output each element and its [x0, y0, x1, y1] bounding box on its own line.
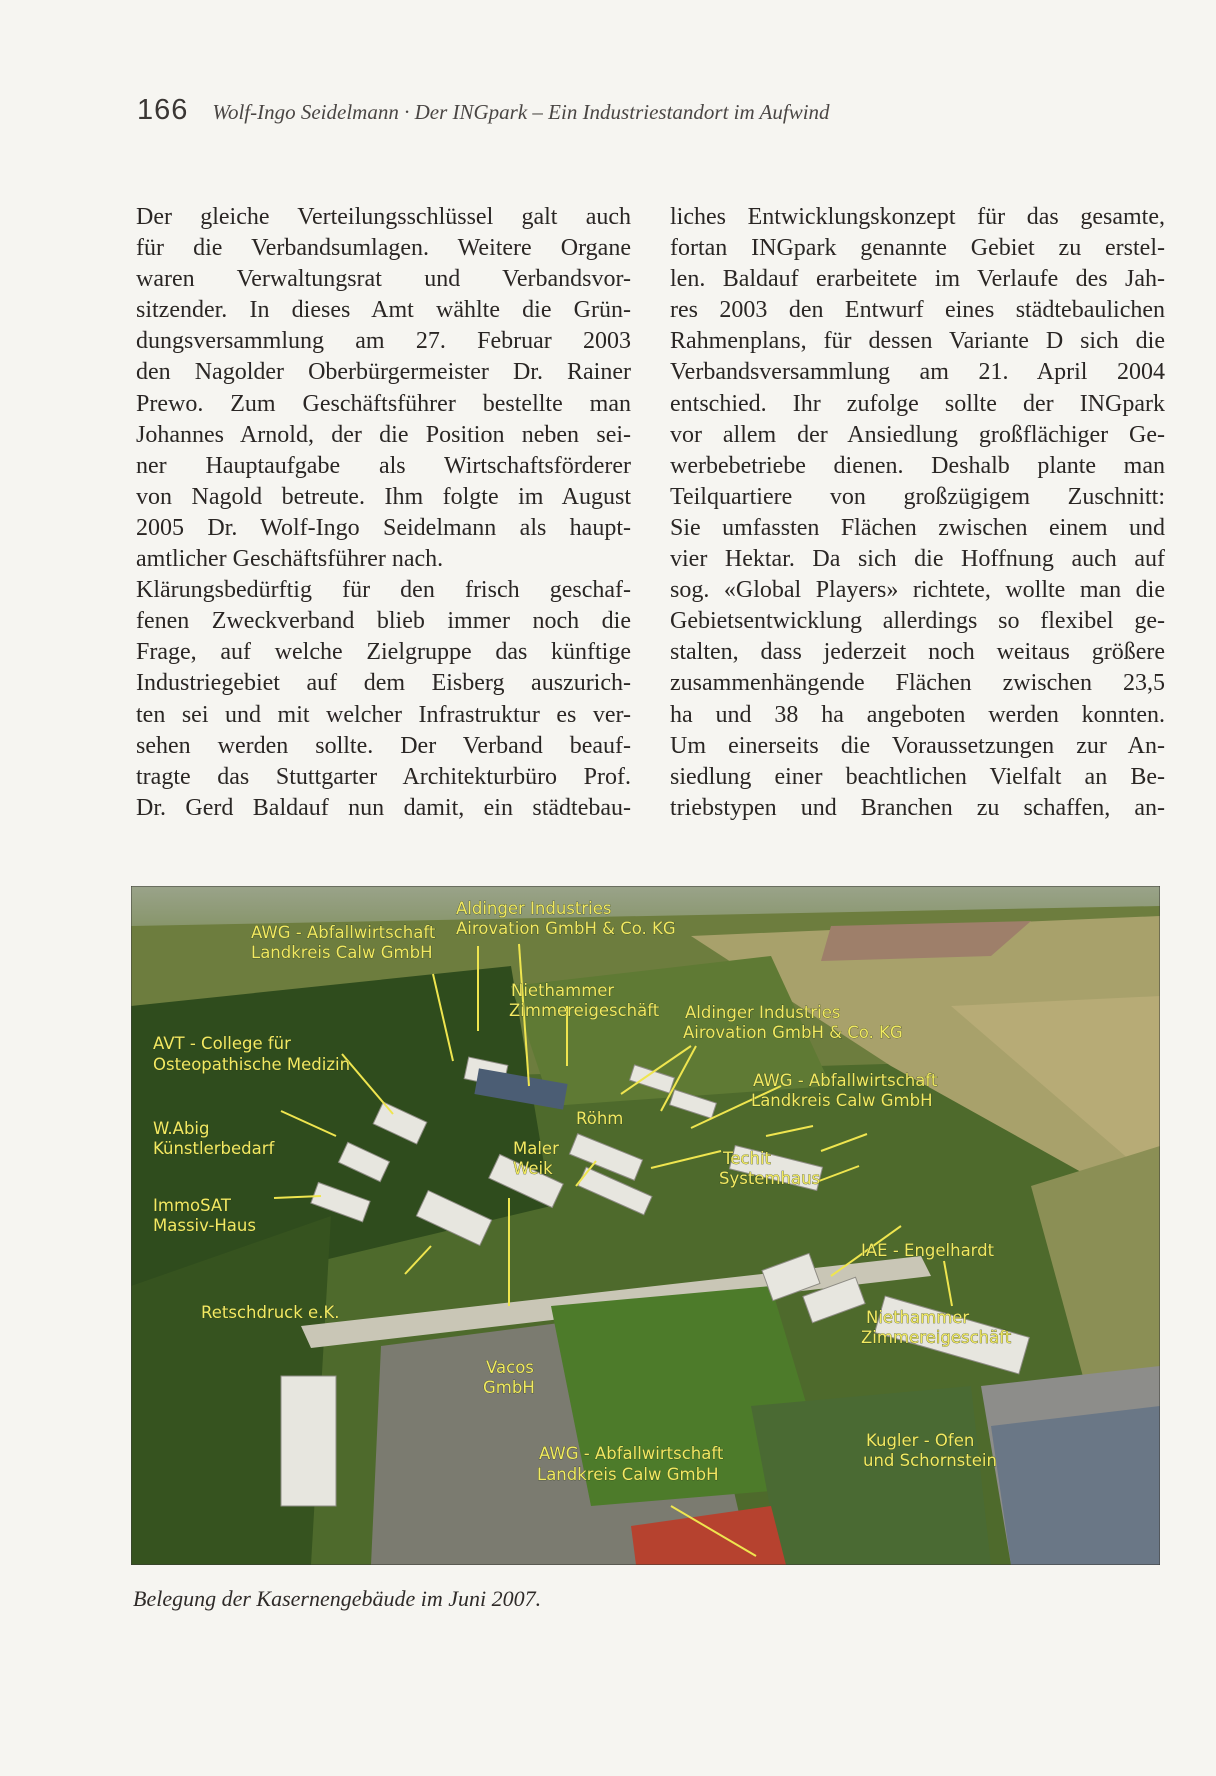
label-vacos-2: GmbH [483, 1378, 535, 1397]
text-line: tragte das Stuttgarter Architekturbüro Prof. [136, 763, 631, 790]
text-line: ha und 38 ha angeboten werden konnten. [670, 701, 1165, 728]
text-line: Sie umfassten Flächen zwischen einem und [670, 514, 1165, 541]
text-line: amtlicher Geschäftsführer nach. [136, 546, 444, 573]
text-line: sehen werden sollte. Der Verband beauf- [136, 732, 631, 759]
text-line: Prewo. Zum Geschäftsführer bestellte man [136, 390, 631, 417]
text-line: Teilquartiere von großzügigem Zuschnitt: [670, 483, 1165, 510]
label-aldinger-right: Aldinger Industries [685, 1003, 841, 1022]
text-line: triebstypen und Branchen zu schaffen, an- [670, 794, 1165, 821]
label-iae: IAE - Engelhardt [861, 1241, 995, 1260]
text-line: für die Verbandsumlagen. Weitere Organe [136, 235, 631, 262]
label-niethammer-right: Niethammer [866, 1308, 970, 1327]
right-text-column [670, 202, 1165, 824]
running-header [137, 94, 830, 134]
label-aldinger-top: Aldinger Industries [456, 899, 612, 918]
text-line: Johannes Arnold, der die Position neben sei- [136, 421, 631, 448]
label-awg-bottom-2: Landkreis Calw GmbH [537, 1465, 719, 1484]
label-immosat: ImmoSAT [153, 1196, 231, 1215]
label-immosat-2: Massiv-Haus [153, 1216, 256, 1235]
text-line: waren Verwaltungsrat und Verbandsvor- [136, 266, 631, 293]
label-maler-2: Weik [513, 1159, 553, 1178]
text-line: Industriegebiet auf dem Eisberg auszurich- [136, 670, 631, 697]
label-awg-right-2: Landkreis Calw GmbH [751, 1091, 933, 1110]
label-avt: AVT - College für [153, 1034, 291, 1053]
label-aldinger-top-2: Airovation GmbH & Co. KG [456, 919, 676, 938]
text-line: den Nagolder Oberbürgermeister Dr. Rainer [136, 359, 631, 386]
page-number: 166 [137, 94, 189, 126]
label-kugler-2: und Schornstein [863, 1451, 997, 1470]
text-line: Der gleiche Verteilungsschlüssel galt auch [136, 204, 631, 230]
label-abig: W.Abig [153, 1119, 210, 1138]
label-niethammer-top-2: Zimmereigeschäft [509, 1001, 660, 1020]
label-techit-2: Systemhaus [719, 1169, 821, 1188]
text-line: liches Entwicklungskonzept für das gesamte, [670, 204, 1165, 230]
text-line: stalten, dass jederzeit noch weitaus größere [670, 639, 1165, 666]
text-line: len. Baldauf erarbeitete im Verlaufe des Jah- [670, 266, 1165, 293]
label-avt-2: Osteopathische Medizin [153, 1055, 351, 1074]
label-niethammer-right-2: Zimmereigeschäft [861, 1328, 1012, 1347]
label-maler: Maler [513, 1139, 559, 1158]
label-vacos: Vacos [486, 1358, 534, 1377]
text-line: sitzender. In dieses Amt wählte die Grün- [136, 297, 631, 324]
label-techit: Techit [723, 1149, 772, 1168]
text-line: vier Hektar. Da sich die Hoffnung auch auf [670, 546, 1165, 573]
label-aldinger-right-2: Airovation GmbH & Co. KG [683, 1023, 903, 1042]
text-line: siedlung einer beachtlichen Vielfalt an Be- [670, 763, 1165, 790]
text-line: fenen Zweckverband blieb immer noch die [136, 608, 631, 635]
text-line: Rahmenplans, für dessen Variante D sich die [670, 328, 1165, 355]
running-title: Wolf-Ingo Seidelmann · Der INGpark – Ein Industriestandort im Aufwind [212, 100, 830, 124]
aerial-photo [131, 886, 1160, 1565]
text-line: ner Hauptaufgabe als Wirtschaftsförderer [136, 452, 631, 479]
label-roehm: Röhm [576, 1109, 624, 1128]
text-line: vor allem der Ansiedlung großflächiger Ge- [670, 421, 1165, 448]
text-line: res 2003 den Entwurf eines städtebaulichen [670, 297, 1165, 324]
text-line: Frage, auf welche Zielgruppe das künftige [136, 639, 631, 666]
text-line: ten sei und mit welcher Infrastruktur es ver- [136, 701, 631, 728]
label-awg-top-2: Landkreis Calw GmbH [251, 943, 433, 962]
label-kugler: Kugler - Ofen [866, 1431, 975, 1450]
text-line: sog. «Global Players» richtete, wollte man die [670, 577, 1165, 604]
text-line: Klärungsbedürftig für den frisch geschaf- [136, 577, 631, 604]
label-abig-2: Künstlerbedarf [153, 1139, 275, 1158]
label-awg-right: AWG - Abfallwirtschaft [753, 1071, 938, 1090]
text-line: 2005 Dr. Wolf-Ingo Seidelmann als haupt- [136, 514, 631, 541]
label-awg-top: AWG - Abfallwirtschaft [251, 923, 436, 942]
text-line: Verbandsversammlung am 21. April 2004 [670, 359, 1165, 386]
text-line: dungsversammlung am 27. Februar 2003 [136, 328, 631, 355]
text-line: werbebetriebe dienen. Deshalb plante man [670, 452, 1165, 479]
text-line: von Nagold betreute. Ihm folgte im August [136, 483, 631, 510]
label-niethammer-top: Niethammer [511, 981, 615, 1000]
text-line: Um einerseits die Voraussetzungen zur An- [670, 732, 1165, 759]
text-line: fortan INGpark genannte Gebiet zu erstel- [670, 235, 1165, 262]
text-line: entschied. Ihr zufolge sollte der INGpark [670, 390, 1165, 417]
text-line: zusammenhängende Flächen zwischen 23,5 [670, 670, 1165, 697]
label-awg-bottom: AWG - Abfallwirtschaft [539, 1444, 724, 1463]
label-retsch: Retschdruck e.K. [201, 1303, 340, 1322]
text-line: Gebietsentwicklung allerdings so flexibel ge- [670, 608, 1165, 635]
figure-caption: Belegung der Kasernengebäude im Juni 2007. [133, 1586, 542, 1611]
left-text-column [136, 202, 631, 824]
text-line: Dr. Gerd Baldauf nun damit, ein städtebau- [136, 794, 631, 821]
